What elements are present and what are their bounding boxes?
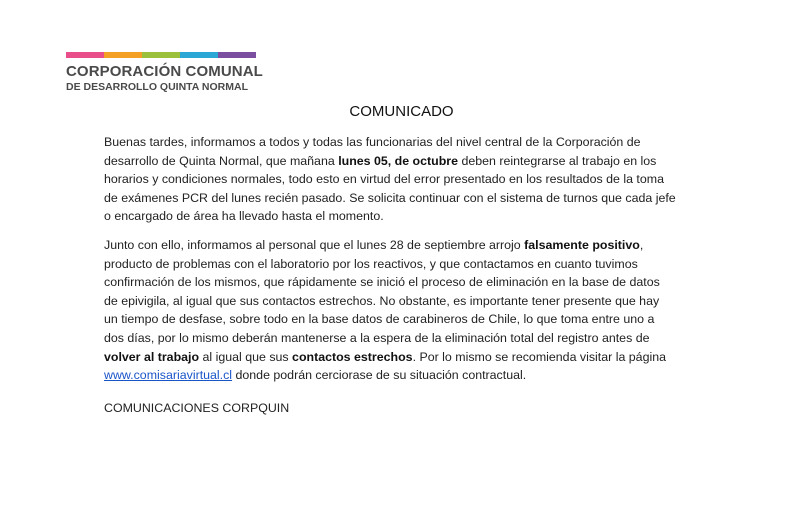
logo-bar-segment [104,52,142,58]
bold-false-positive: falsamente positivo [524,237,640,252]
text-run: donde podrán cerciorase de su situación contractual. [232,368,527,383]
logo-color-bar [66,52,256,58]
logo-title: CORPORACIÓN COMUNAL [66,63,263,80]
signature: COMUNICACIONES CORPQUIN [104,400,290,415]
text-run: . Por lo mismo se recomienda visitar la página [412,349,666,364]
logo-bar-segment [66,52,104,58]
bold-close-contacts: contactos estrechos [292,349,413,364]
logo-bar-segment [142,52,180,58]
logo-bar-segment [218,52,256,58]
comisaria-virtual-link[interactable]: www.comisariavirtual.cl [104,368,233,383]
logo-subtitle: DE DESARROLLO QUINTA NORMAL [66,81,248,93]
text-run: , producto de problemas con el laboratorio por los reactivos, y que contactamos en cuanto tuvimos confirmación de los mismos, que rápidamente se inició el proceso de eliminación en la base de datos de epivigila, al igual que sus contactos estrechos. No obstante, es importante tener presente que hay un tiempo de desfase, sobre todo en la base datos de carabineros de Chile, lo que toma entre uno a dos días, por lo mismo deberán mantenerse a la espera de la eliminación total del registro antes de [104,237,660,345]
text-run: al igual que sus [199,349,293,364]
bold-return-to-work: volver al trabajo [104,349,200,364]
logo-bar-segment [180,52,218,58]
text-run: Junto con ello, informamos al personal que el lunes 28 de septiembre arrojo [104,237,525,252]
organization-logo [66,52,261,93]
text-run: Buenas tardes, informamos a todos y todas las funcionarias del nivel central de la Corporación de desarrollo de Quinta Normal, que mañana [104,135,641,168]
text-run: deben reintegrarse al trabajo en los horarios y condiciones normales, todo esto en virtud del error presentado en los resultados de la toma de exámenes PCR del lunes recién pasado. Se solicita continuar con el sistema de turnos que cada jefe o encargado de área ha llevado hasta el momento. [104,153,676,224]
paragraph-2 [104,236,676,385]
bold-date: lunes 05, de octubre [338,153,458,168]
document-title: COMUNICADO [349,103,454,120]
document-body [104,133,676,417]
paragraph-1 [104,133,676,226]
